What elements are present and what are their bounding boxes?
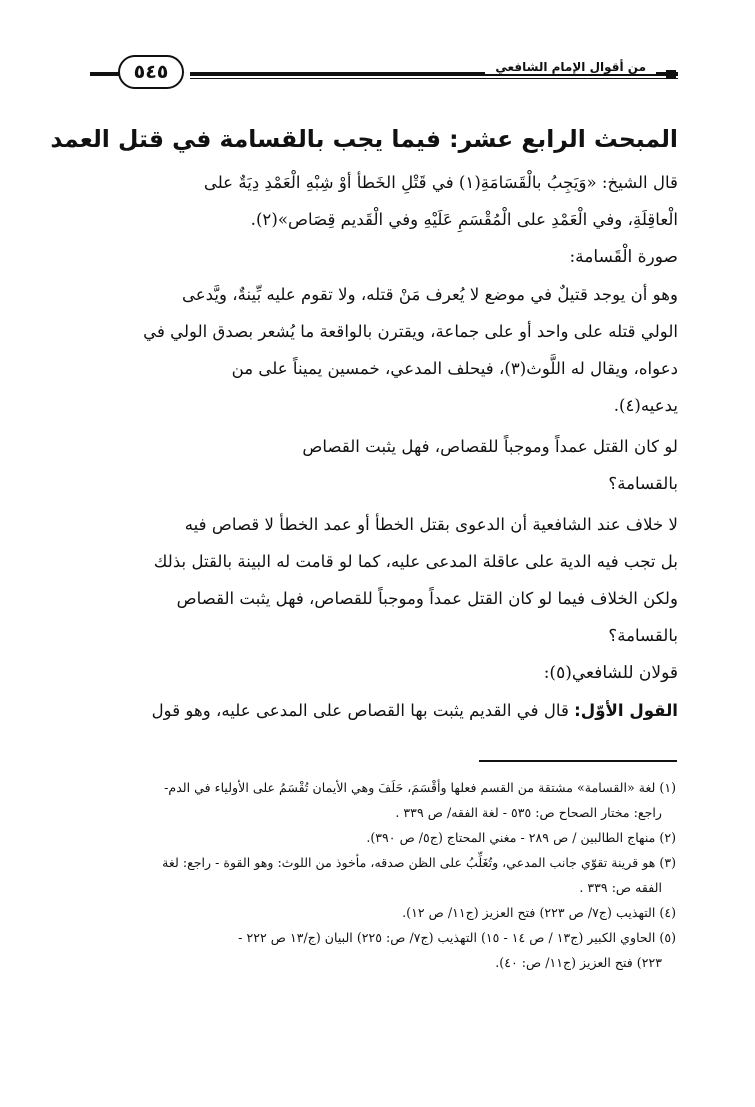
footnote: (٤) التهذيب (ج٧/ ص ٢٢٣) فتح العزيز (ج١١/ ص ١٢).: [402, 905, 676, 920]
footnote: ٢٢٣) فتح العزيز (ج١١/ ص: ٤٠).: [495, 955, 662, 970]
main-text: [50, 120, 678, 729]
chapter-title: المبحث الرابع عشر: فيما يجب بالقسامة في قتل العمد: [50, 125, 678, 153]
paragraph-line: الْعاقِلَةِ، وفي الْعَمْدِ على الْمُقْسَمِ عَلَيْهِ وفي الْقَديم قِصَاص»(٢).: [250, 210, 678, 229]
footnote-separator: [479, 760, 677, 762]
paragraph-line: دعواه، ويقال له اللَّوث(٣)، فيحلف المدعي، خمسين يميناً على من: [231, 359, 678, 378]
book-title: من أقوال الإمام الشافعي: [485, 60, 656, 74]
footnote: (٥) الحاوي الكبير (ج١٣ / ص ١٤ - ١٥) التهذيب (ج٧/ ص: ٢٢٥) البيان (ج/١٣ ص ٢٢٢ -: [238, 930, 676, 945]
section-heading: صورة الْقَسامة:: [569, 247, 678, 267]
page-number: ٥٤٥: [118, 55, 184, 89]
footnote: (١) لغة «القسامة» مشتقة من القسم فعلها وأقْسَمَ، حَلَفَ وهي الأيمان تُقْسَمُ على الأولياء في الدم-: [164, 780, 676, 795]
section-heading: قولان للشافعي(٥):: [543, 663, 678, 683]
footnote: الفقه ص: ٣٣٩ .: [579, 880, 662, 895]
header-left-bar: [90, 72, 120, 76]
paragraph-line: وهو أن يوجد قتيلٌ في موضع لا يُعرف مَنْ قتله، ولا تقوم عليه بِّينةٌ، ويَّدعى: [181, 285, 678, 304]
paragraph-line: يدعيه(٤).: [613, 396, 678, 415]
header-square-ornament: [666, 70, 676, 78]
paragraph-line: بالقسامة؟: [608, 474, 678, 493]
footnote: راجع: مختار الصحاح ص: ٥٣٥ - لغة الفقه/ ص ٣٣٩ .: [395, 805, 662, 820]
first-opinion-label: القول الأوّل:: [574, 701, 678, 720]
paragraph-line: لو كان القتل عمداً وموجباً للقصاص، فهل يثبت القصاص: [302, 437, 678, 456]
paragraph-line: لا خلاف عند الشافعية أن الدعوى بقتل الخطأ أو عمد الخطأ لا قصاص فيه: [184, 515, 678, 534]
paragraph-line: [80, 692, 678, 729]
running-header: [90, 52, 678, 92]
first-opinion-text: قال في القديم يثبت بها القصاص على المدعى عليه، وهو قول: [151, 701, 575, 720]
paragraph-line: قال الشيخ: «وَيَجِبُ بالْقَسَامَةِ(١) في قَتْلِ الخَطأ أوْ شِبْهِ الْعَمْدِ دِيَةٌ على: [203, 173, 678, 192]
paragraph-line: بل تجب فيه الدية على عاقلة المدعى عليه، كما لو قامت له البينة بالقتل بذلك: [153, 552, 678, 571]
paragraph-line: الولي قتله على واحد أو على جماعة، ويقترن بالواقعة ما يُشعر بصدق الولي في: [143, 322, 678, 341]
paragraph-line: ولكن الخلاف فيما لو كان القتل عمداً وموجباً للقصاص، فهل يثبت القصاص: [176, 589, 678, 608]
footnotes: [70, 775, 676, 975]
footnote: (٢) منهاج الطالبين / ص ٢٨٩ - مغني المحتاج (ج٥/ ص ٣٩٠).: [366, 830, 676, 845]
footnote: (٣) هو قرينة تقوّي جانب المدعي، وتُغَلِّبُ على الظن صدقه، مأخوذ من اللوث: وهو القوة - راجع: لغة: [162, 855, 676, 870]
header-rule-thin: [190, 78, 678, 79]
paragraph-line: بالقسامة؟: [608, 626, 678, 645]
